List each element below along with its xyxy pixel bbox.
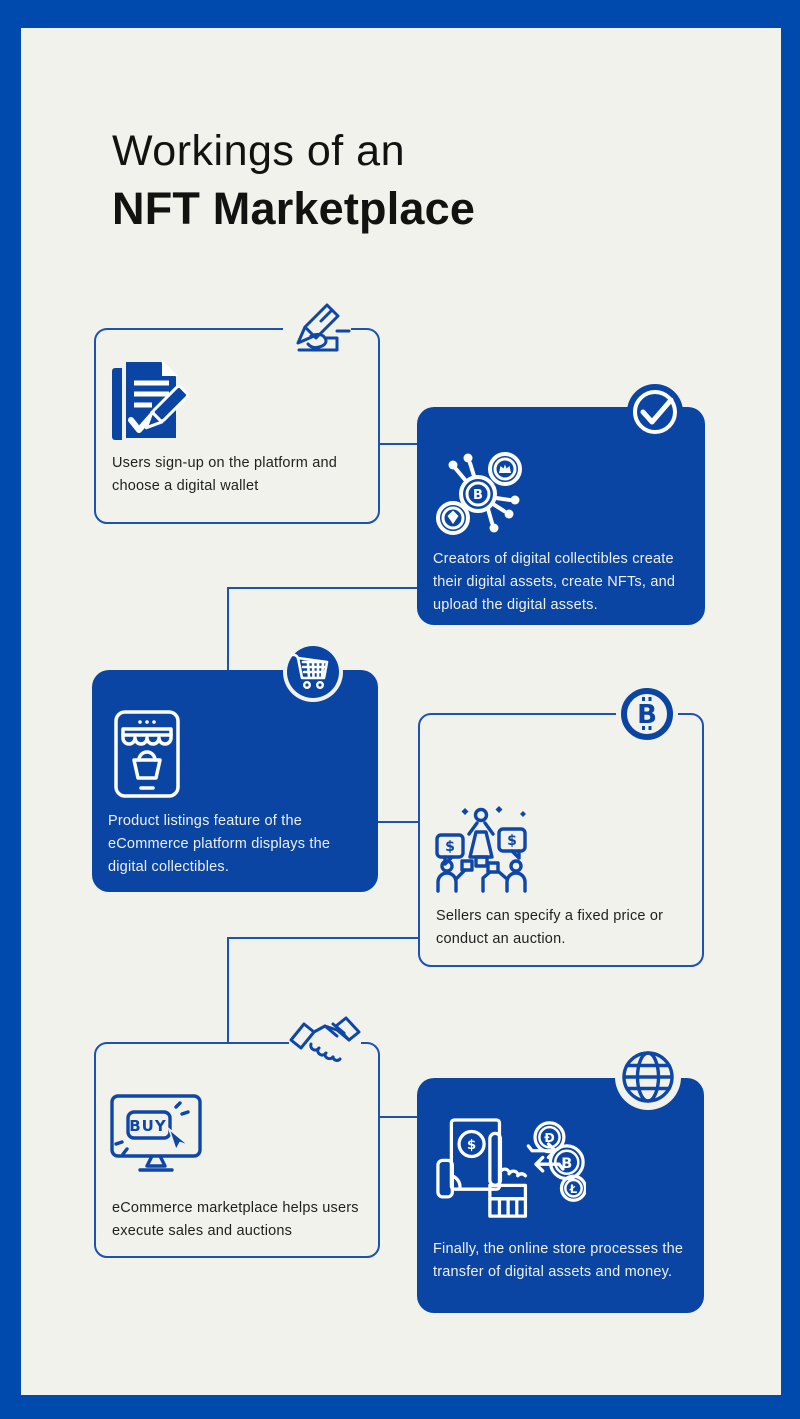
svg-text:$: $ [507,833,517,849]
step-card-signup [94,328,380,524]
step-card-product-listings [92,670,378,892]
step-text-4: Sellers can specify a fixed price or conduct an auction. [436,908,664,947]
buy-monitor-icon [110,1094,204,1180]
connector-step2-step3-horizontal [227,587,417,589]
step-card-execute-sales [94,1042,380,1258]
svg-text:$: $ [445,839,455,855]
nft-network-icon [436,448,524,538]
step-card-auction [418,713,704,967]
svg-text:$: $ [466,1137,477,1153]
globe-icon [620,1049,676,1105]
connector-step5-step6 [378,1116,418,1118]
step-text-5: eCommerce marketplace helps users execute sales and auctions [112,1200,359,1239]
connector-step4-step5-vertical [227,937,229,1044]
checkmark-icon [627,384,683,440]
connector-step1-step2 [379,443,418,445]
svg-text:Ð: Ð [544,1130,555,1146]
title-line-2: NFT Marketplace [112,183,476,234]
step-text-3: Product listings feature of the eCommerce platform displays the digital collectibles. [108,813,331,875]
handshake-icon [289,1014,361,1066]
auction-bidders-icon [435,805,529,893]
connector-step2-step3-vertical [227,587,229,672]
svg-text:B: B [637,700,657,730]
step-text-6: Finally, the online store processes the transfer of digital assets and money. [433,1241,684,1280]
svg-text:BUY: BUY [129,1117,167,1135]
storefront-tablet-icon [114,710,180,798]
title-line-1: Workings of an [112,127,406,175]
svg-text:Ł: Ł [569,1182,578,1197]
step-text-1: Users sign-up on the platform and choose a digital wallet [112,455,338,494]
step-text-2: Creators of digital collectibles create their digital assets, create NFTs, and upload the digital assets. [433,551,676,613]
signup-document-icon [112,358,190,444]
pen-signing-icon [283,300,351,356]
step-card-transfer [417,1078,704,1313]
svg-text:B: B [473,488,483,503]
shopping-cart-icon [287,646,339,698]
connector-step3-step4 [376,821,419,823]
connector-step4-step5-horizontal [227,937,419,939]
bitcoin-coin-icon [621,688,673,740]
payment-transfer-icon [436,1116,586,1222]
svg-text:B: B [561,1156,573,1173]
page-title [112,122,475,238]
